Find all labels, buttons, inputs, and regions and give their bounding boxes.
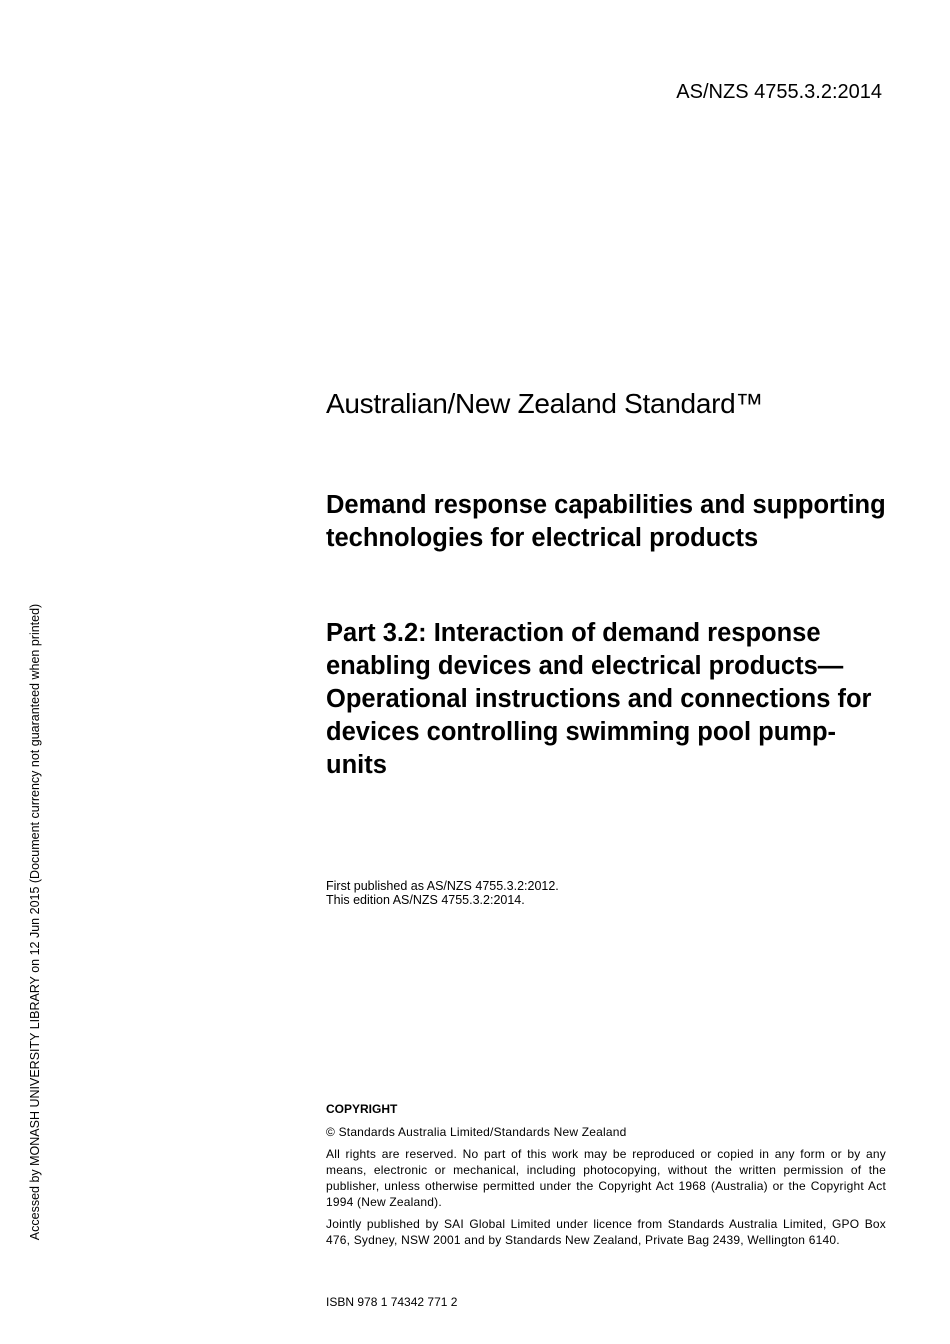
publication-history: [326, 879, 886, 907]
copyright-heading: COPYRIGHT: [326, 1102, 398, 1116]
standard-number: AS/NZS 4755.3.2:2014: [676, 81, 882, 103]
publisher-statement: Jointly published by SAI Global Limited under licence from Standards Australia Limited, GPO Box 476, Sydney, NSW 2001 and by Standards New Zealand, Private Bag 2439, Wellington 6140.: [326, 1217, 886, 1247]
first-published-line: First published as AS/NZS 4755.3.2:2012.: [326, 879, 559, 893]
copyright-notice: © Standards Australia Limited/Standards New Zealand: [326, 1125, 627, 1139]
rights-statement: All rights are reserved. No part of this work may be reproduced or copied in any form or by any means, electronic or mechanical, including photocopying, without the written permission of the publisher, unless otherwise permitted under the Copyright Act 1968 (Australia) or the Copyright Act 1994 (New Zealand).: [326, 1147, 886, 1209]
part-title: Part 3.2: Interaction of demand response enabling devices and electrical products—Operational instructions and connections for devices controlling swimming pool pump-units: [326, 619, 872, 779]
standard-type: Australian/New Zealand Standard™: [326, 388, 764, 419]
document-title: Demand response capabilities and supporting technologies for electrical products: [326, 491, 886, 552]
access-watermark: Accessed by MONASH UNIVERSITY LIBRARY on 12 Jun 2015 (Document currency not guaranteed when printed): [28, 603, 42, 1241]
this-edition-line: This edition AS/NZS 4755.3.2:2014.: [326, 893, 525, 907]
isbn: ISBN 978 1 74342 771 2: [326, 1295, 458, 1309]
copyright-section: [326, 1101, 886, 1254]
